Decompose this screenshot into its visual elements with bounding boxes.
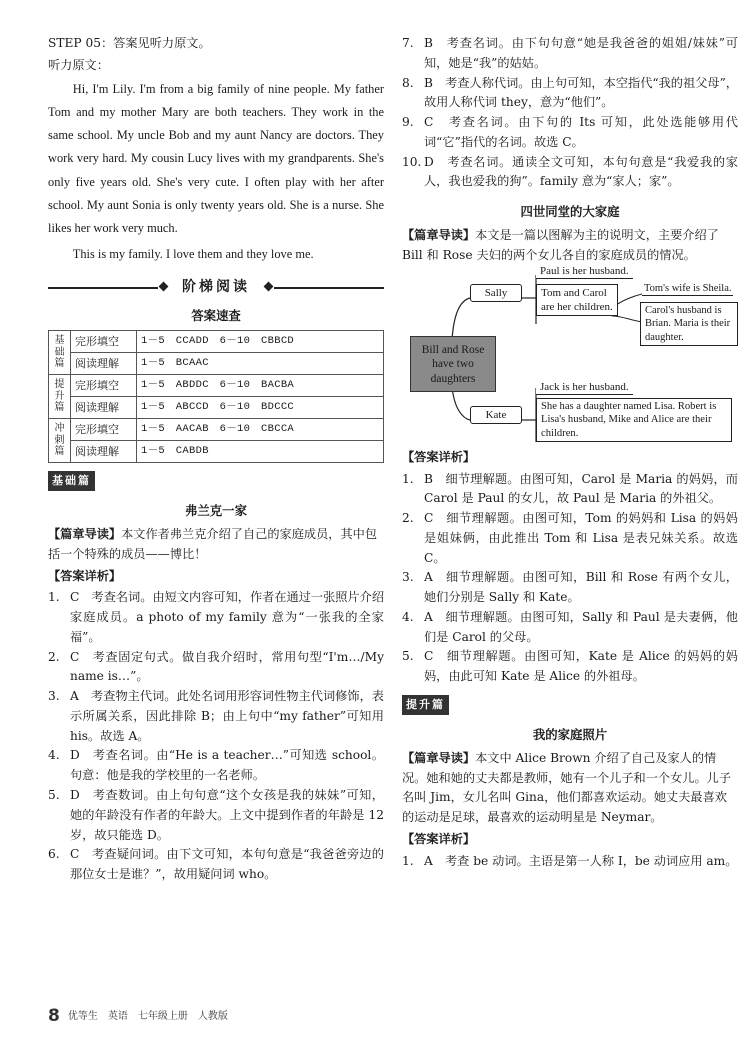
answer-table-row <box>49 441 384 463</box>
answer-table-row <box>49 397 384 419</box>
item-number: 9. <box>402 115 414 130</box>
item-text: A 考查 be 动词。主语是第一人称 I，be 动词应用 am。 <box>424 853 738 868</box>
right-column <box>402 34 738 871</box>
sally-box: Sally <box>470 284 522 302</box>
item-text: D 考查名词。通读全文可知，本句句意是“我爱我的家人，我也爱我的狗”。family 意为“家人；家”。 <box>424 154 738 189</box>
left-answer-items <box>48 588 384 884</box>
sally-children-box: Tom and Carol are her children. <box>536 284 618 316</box>
guide3-text: 本文中 Alice Brown 介绍了自己及家人的情况。她和她的丈夫都是教师，她有一个儿子和一个女儿。儿子名叫 Jim，女儿名叫 Gina，他们都喜欢运动。她丈夫最喜欢的运动是足球，最喜欢的运动明星是 Neymar。 <box>402 750 732 825</box>
answer-type-cell: 阅读理解 <box>71 441 137 463</box>
answer-item <box>402 647 738 687</box>
item-text: D 考查数词。由上句句意“这个女孩是我的妹妹”可知，她的年龄没有作者的年龄大。上文中提到作者的年龄是 12 岁，故只能选 D。 <box>70 787 384 842</box>
answer-type-cell: 完形填空 <box>71 419 137 441</box>
listen-label: 听力原文： <box>48 57 109 72</box>
item-number: 1. <box>402 853 414 868</box>
item-text: C 细节理解题。由图可知，Kate 是 Alice 的妈妈的妈妈，由此可知 Kate 是 Alice 的外祖母。 <box>424 649 738 684</box>
heading-dot-left <box>159 282 169 292</box>
item-text: C 考查疑问词。由下文可知，本句句意是“我爸爸旁边的那位女士是谁？”，故用疑问词 who。 <box>70 847 384 882</box>
answer-title: 答案速查 <box>191 308 241 324</box>
carol-info-box: Carol's husband is Brian. Maria is their daughter. <box>640 302 738 346</box>
item-number: 3. <box>402 570 414 585</box>
guide-paragraph <box>48 525 384 565</box>
article-title-photo: 我的家庭照片 <box>532 726 608 742</box>
advance-tag: 提升篇 <box>402 695 449 715</box>
kate-info-box: She has a daughter named Lisa. Robert is Lisa's husband, Mike and Alice are their children. <box>536 398 732 443</box>
guide3-paragraph <box>402 749 738 828</box>
answer-section-cell: 冲 刺 篇 <box>49 419 71 463</box>
item-number: 3. <box>48 689 60 704</box>
guide-text: 本文作者弗兰克介绍了自己的家庭成员，其中包括一个特殊的成员——博比！ <box>48 527 378 561</box>
guide3-label: 【篇章导读】 <box>402 750 476 765</box>
section-heading-text: 阶梯阅读 <box>176 276 256 299</box>
answer-table <box>48 330 384 463</box>
article-title-frank: 弗兰克一家 <box>185 502 247 518</box>
item-text: C 细节理解题。由图可知，Tom 的妈妈和 Lisa 的妈妈是姐妹俩，由此推出 Tom 和 Lisa 是表兄妹关系。故选 C。 <box>424 511 738 565</box>
answer-item <box>48 687 384 746</box>
answer-type-cell: 完形填空 <box>71 331 137 353</box>
item-number: 4. <box>402 609 414 624</box>
page-footer <box>48 1003 228 1031</box>
article-title-family: 四世同堂的大家庭 <box>520 204 620 220</box>
connector-carol <box>612 316 642 322</box>
guide2-text: 本文是一篇以图解为主的说明文，主要介绍了 Bill 和 Rose 夫妇的两个女儿各自的家庭成员的情况。 <box>402 228 719 262</box>
answer-item <box>402 568 738 608</box>
basic-tag: 基础篇 <box>48 471 95 491</box>
item-text: B 考查名词。由下句句意“她是我爸爸的姐姐/妹妹”可知，她是“我”的姑姑。 <box>424 36 738 70</box>
right-answer-items-mid <box>402 470 738 687</box>
answer-item <box>402 509 738 568</box>
listening-passage <box>48 78 384 267</box>
center-box: Bill and Rose have two daughters <box>410 336 496 392</box>
item-text: B 细节理解题。由图可知，Carol 是 Maria 的妈妈，而 Carol 是 Paul 的女儿，故 Paul 是 Maria 的外祖父。 <box>424 471 738 506</box>
item-number: 5. <box>402 649 414 664</box>
section-heading <box>48 276 384 298</box>
answer-item <box>402 608 738 648</box>
footer-text: 优等生 英语 七年级上册 人教版 <box>67 1011 228 1022</box>
answer-section-cell: 基 础 篇 <box>49 331 71 375</box>
item-text: D 考查名词。由“He is a teacher…”可知选 school。句意：他是我的学校里的一名老师。 <box>70 748 384 783</box>
answer-value-cell: 1－5 CABDB <box>137 441 384 463</box>
guide2-paragraph <box>402 226 738 266</box>
item-number: 10. <box>402 154 422 169</box>
answer-value-cell: 1－5 BCAAC <box>137 353 384 375</box>
item-number: 7. <box>402 36 414 50</box>
answer-item <box>402 34 738 74</box>
answer-item <box>48 845 384 885</box>
answer-value-cell: 1－5 AACAB 6－10 CBCCA <box>137 419 384 441</box>
item-number: 8. <box>402 75 414 90</box>
detail-label: 【答案详析】 <box>48 568 122 583</box>
kate-husband-text: Jack is her husband. <box>536 380 633 395</box>
item-number: 2. <box>402 511 414 526</box>
item-text: A 考查物主代词。此处名词用形容词性物主代词修饰，表示所属关系，因此排除 B；由上句中“my father”可知用 his。故选 A。 <box>70 689 384 743</box>
item-text: A 细节理解题。由图可知，Sally 和 Paul 是夫妻俩，他们是 Carol 的父母。 <box>424 609 738 644</box>
passage-paragraph-1: Hi, I'm Lily. I'm from a big family of nine people. My father Tom and my mother Mary are both teachers. They work in the same school. My uncle Bob and my aunt Nancy are doctors. They work very hard. My cousin Lucy lives with my grandparents. She's only five years old. She's very cute. I often play with her after school. My aunt Sonia is only twenty years old. She is a nurse. She likes her work very much. <box>48 81 384 236</box>
answer-item <box>48 588 384 647</box>
detail3-label: 【答案详析】 <box>402 831 476 846</box>
item-number: 6. <box>48 847 60 862</box>
answer-item <box>48 648 384 688</box>
step-line: STEP 05：答案见听力原文。 <box>48 36 211 50</box>
item-text: B 考查人称代词。由上句可知，本空指代“我的祖父母”，故用人称代词 they，意为“他们”。 <box>424 75 738 110</box>
answer-value-cell: 1－5 CCADD 6－10 CBBCD <box>137 331 384 353</box>
right-answer-items-top <box>402 34 738 192</box>
item-text: A 细节理解题。由图可知，Bill 和 Rose 有两个女儿，她们分别是 Sally 和 Kate。 <box>424 570 738 605</box>
detail2-label: 【答案详析】 <box>402 449 476 464</box>
answer-item <box>402 113 738 153</box>
item-text: C 考查名词。由下句的 Its 可知，此处选能够用代词“它”指代的名词。故选 C。 <box>424 115 738 149</box>
left-column <box>48 34 384 885</box>
answer-item-last <box>402 852 738 872</box>
guide2-label: 【篇章导读】 <box>402 228 476 243</box>
tom-wife-text: Tom's wife is Sheila. <box>642 282 733 296</box>
sally-husband-text: Paul is her husband. <box>536 264 633 279</box>
answer-type-cell: 阅读理解 <box>71 397 137 419</box>
answer-table-row <box>49 375 384 397</box>
answer-type-cell: 完形填空 <box>71 375 137 397</box>
answer-type-cell: 阅读理解 <box>71 353 137 375</box>
answer-table-row <box>49 419 384 441</box>
answer-item <box>402 470 738 510</box>
answer-table-row <box>49 331 384 353</box>
page-number: 8 <box>48 1006 60 1026</box>
answer-item <box>48 746 384 786</box>
heading-rule-left <box>48 287 158 289</box>
answer-item <box>402 74 738 114</box>
guide-label: 【篇章导读】 <box>48 527 122 542</box>
heading-rule-right <box>274 287 384 289</box>
answer-table-row <box>49 353 384 375</box>
item-number: 1. <box>402 471 414 486</box>
answer-value-cell: 1－5 ABDDC 6－10 BACBA <box>137 375 384 397</box>
passage-paragraph-2: This is my family. I love them and they love me. <box>72 246 314 261</box>
item-number: 1. <box>48 590 60 605</box>
family-diagram <box>402 264 738 442</box>
kate-box: Kate <box>470 406 522 424</box>
answer-item <box>48 786 384 845</box>
answer-value-cell: 1－5 ABCCD 6－10 BDCCC <box>137 397 384 419</box>
connector-center-sally <box>452 298 470 340</box>
item-number: 2. <box>48 649 60 664</box>
item-text: C 考查名词。由短文内容可知，作者在通过一张照片介绍家庭成员。a photo of my family 意为“一张我的全家福”。 <box>70 590 385 644</box>
item-number: 5. <box>48 787 60 802</box>
item-number: 4. <box>48 748 60 763</box>
answer-section-cell: 提 升 篇 <box>49 375 71 419</box>
item-text: C 考查固定句式。做自我介绍时，常用句型“I'm…/My name is…”。 <box>70 649 384 684</box>
heading-dot-right <box>264 282 274 292</box>
answer-item <box>402 153 738 193</box>
